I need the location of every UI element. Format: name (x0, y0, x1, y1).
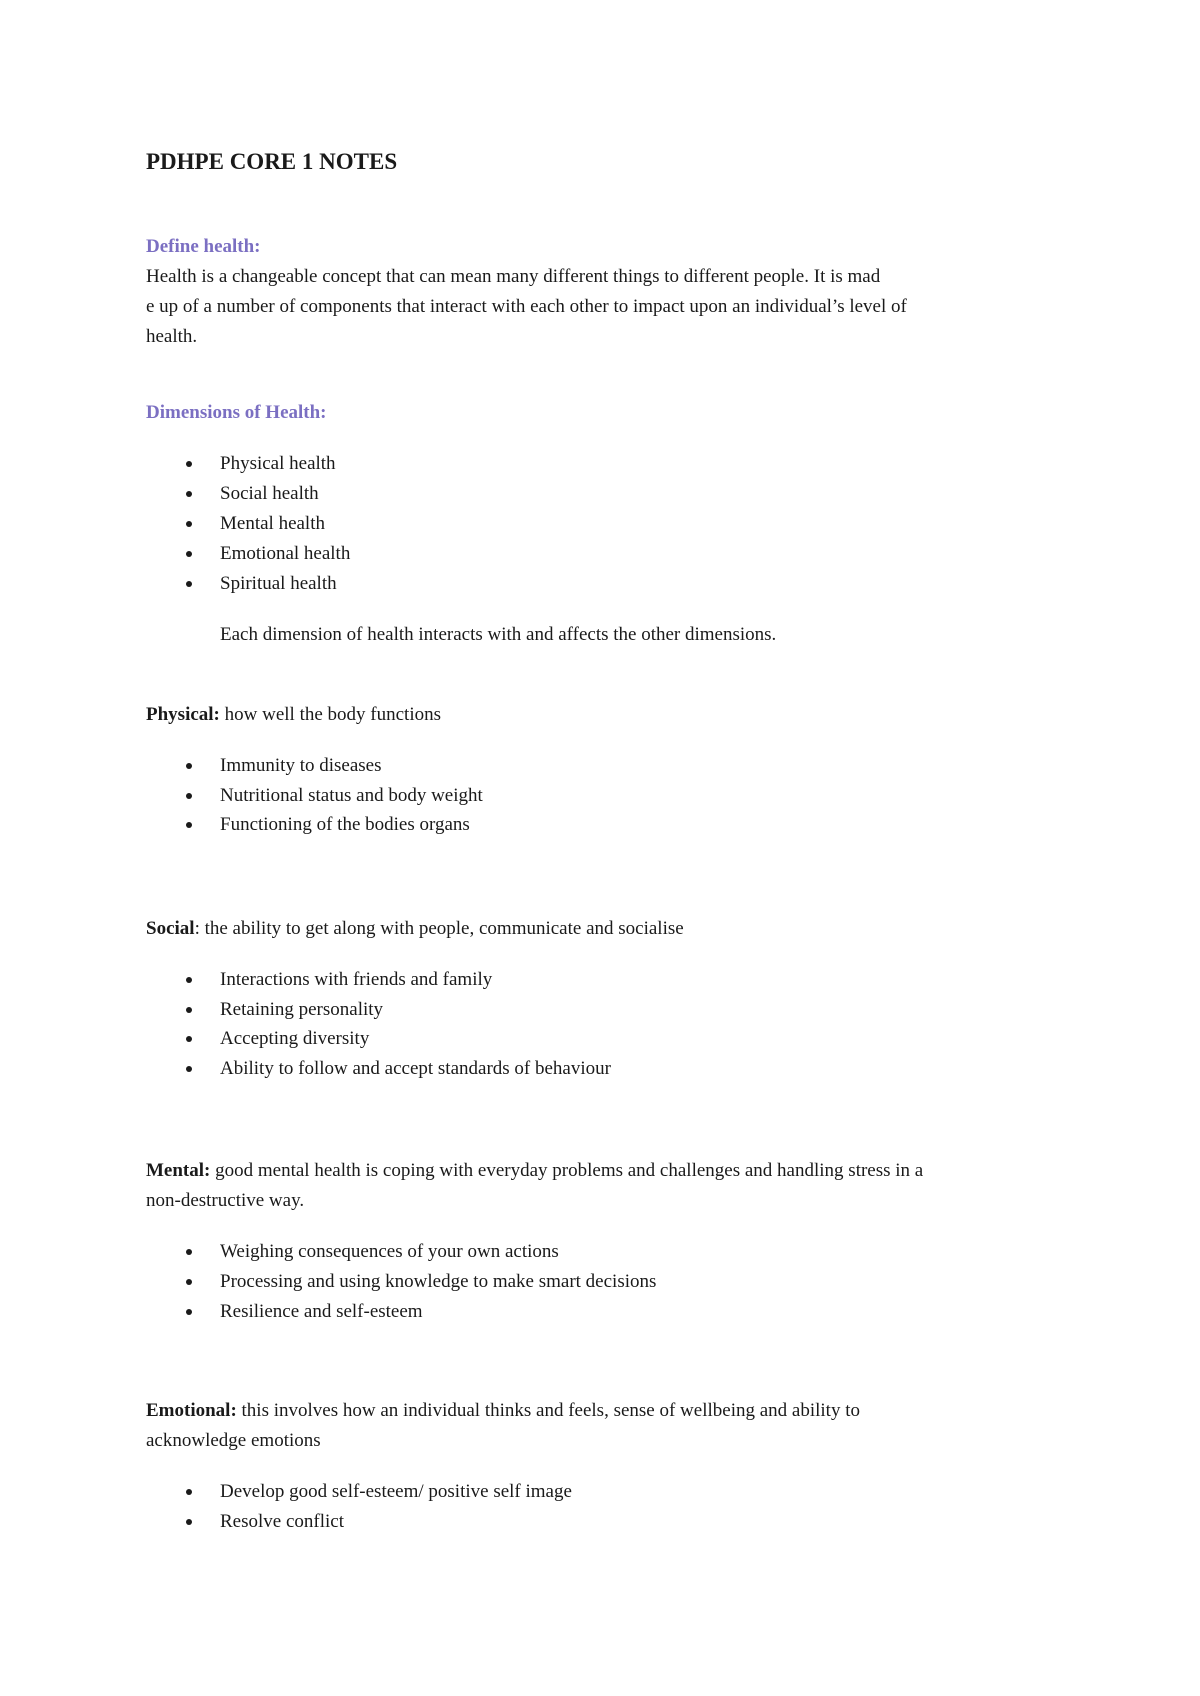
bullet-icon (186, 763, 192, 769)
emotional-definition-line-2: acknowledge emotions (146, 1430, 321, 1451)
emotional-definition: Emotional: this involves how an individual thinks and feels, sense of wellbeing and ability to (146, 1400, 860, 1421)
bullet-icon (186, 1007, 192, 1013)
bullet-icon (186, 793, 192, 799)
define-health-line-3: health. (146, 326, 198, 347)
social-definition: Social: the ability to get along with people, communicate and socialise (146, 918, 684, 939)
bullet-icon (186, 822, 192, 828)
mental-definition-line-2: non-destructive way. (146, 1190, 305, 1211)
define-health-heading: Define health: (146, 236, 261, 257)
mental-definition: Mental: good mental health is coping with everyday problems and challenges and handling stress in a (146, 1160, 924, 1181)
bullet-icon (186, 977, 192, 983)
define-health-line-2: e up of a number of components that interact with each other to impact upon an individual’s level of (146, 296, 907, 317)
document-page: PDHPE CORE 1 NOTES Define health: Health is a changeable concept that can mean many different things to different people. It is mad e up of a number of components that interact with each other to impact upon an individual’s level of health. Dimensions of Health: Physical health Social health Mental health Emotional health Spiritual health Each dimension of health interacts with and affects the other dimensions. Physical: how well the body functions Immunity to diseases Nutritional status and body weight Functioning of the bodies organs Social: the ability to get along with people, communicate and socialise Interactions with friends and family Retaining personality Accepting diversity Ability to follow and accept standards of behaviour Mental: good mental health is coping with everyday problems and challenges and handling stress in a non-destructive way. Weighing consequences of your own actions Processing and using knowledge to make smart decisions Resilience and self-esteem Emotional: this involves how an individual thinks and feels, sense of wellbeing and ability to acknowledge emotions Develop good self-esteem/ positive self image Resolve conflict (146, 149, 924, 1532)
bullet-icon (186, 521, 192, 527)
define-health-line-1: Health is a changeable concept that can mean many different things to different people. It is mad (146, 266, 881, 287)
bullet-icon (186, 581, 192, 587)
bullet-icon (186, 491, 192, 497)
bullet-icon (186, 461, 192, 467)
dimensions-note: Each dimension of health interacts with and affects the other dimensions. (220, 624, 777, 645)
bullet-icon (186, 1519, 192, 1525)
dimensions-heading: Dimensions of Health: (146, 402, 327, 423)
page-title: PDHPE CORE 1 NOTES (146, 149, 398, 174)
bullet-icon (186, 1279, 192, 1285)
bullet-icon (186, 1309, 192, 1315)
bullet-icon (186, 551, 192, 557)
bullet-icon (186, 1036, 192, 1042)
physical-definition: Physical: how well the body functions (146, 704, 441, 725)
bullet-icon (186, 1066, 192, 1072)
bullet-icon (186, 1249, 192, 1255)
bullet-icon (186, 1489, 192, 1495)
